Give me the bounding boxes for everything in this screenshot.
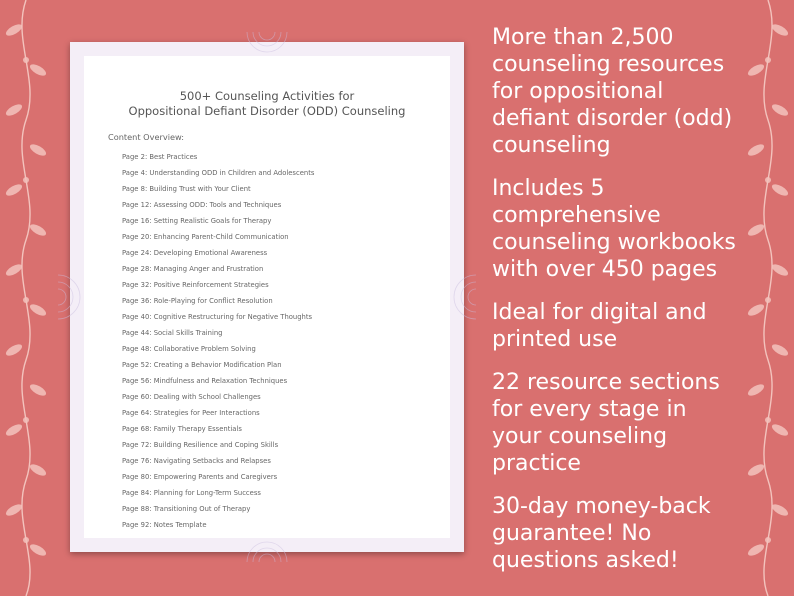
toc-item: Page 72: Building Resilience and Coping Skills — [122, 441, 279, 449]
feature-workbooks: Includes 5 comprehensive counseling workbooks with over 450 pages — [492, 176, 736, 282]
toc-item: Page 36: Role-Playing for Conflict Resolution — [122, 297, 273, 305]
page-content — [84, 56, 450, 538]
toc-item: Page 60: Dealing with School Challenges — [122, 393, 261, 401]
toc-item: Page 32: Positive Reinforcement Strategies — [122, 281, 269, 289]
floral-vine-right — [742, 0, 794, 596]
toc-item: Page 4: Understanding ODD in Children and Adolescents — [122, 169, 315, 177]
mandala-ornament-right — [450, 257, 476, 337]
document-title-line-2: Oppositional Defiant Disorder (ODD) Counseling — [128, 104, 406, 118]
toc-item: Page 88: Transitioning Out of Therapy — [122, 505, 251, 513]
workbook-page-preview — [70, 42, 464, 552]
feature-usage: Ideal for digital and printed use — [492, 300, 707, 352]
toc-item: Page 24: Developing Emotional Awareness — [122, 249, 268, 257]
toc-item: Page 12: Assessing ODD: Tools and Techniques — [122, 201, 282, 209]
document-title — [84, 89, 450, 119]
floral-vine-left — [0, 0, 52, 596]
toc-item: Page 16: Setting Realistic Goals for Therapy — [122, 217, 272, 225]
feature-list — [492, 24, 742, 590]
mandala-ornament-top — [217, 32, 317, 56]
mandala-ornament-bottom — [217, 538, 317, 562]
toc-item: Page 48: Collaborative Problem Solving — [122, 345, 256, 353]
feature-guarantee: 30-day money-back guarantee! No questions asked! — [492, 494, 711, 573]
toc-item: Page 28: Managing Anger and Frustration — [122, 265, 264, 273]
toc-item: Page 40: Cognitive Restructuring for Negative Thoughts — [122, 313, 313, 321]
toc-item: Page 64: Strategies for Peer Interactions — [122, 409, 260, 417]
toc-item: Page 68: Family Therapy Essentials — [122, 425, 242, 433]
toc-item: Page 76: Navigating Setbacks and Relapses — [122, 457, 271, 465]
toc-item: Page 80: Empowering Parents and Caregivers — [122, 473, 278, 481]
content-overview-label: Content Overview: — [108, 132, 185, 142]
mandala-ornament-left — [58, 257, 84, 337]
toc-item: Page 20: Enhancing Parent-Child Communication — [122, 233, 289, 241]
toc-item: Page 52: Creating a Behavior Modification Plan — [122, 361, 282, 369]
feature-resources-count: More than 2,500 counseling resources for oppositional defiant disorder (odd) counseling — [492, 25, 733, 158]
table-of-contents — [122, 153, 314, 537]
toc-item: Page 56: Mindfulness and Relaxation Techniques — [122, 377, 288, 385]
toc-item: Page 84: Planning for Long-Term Success — [122, 489, 261, 497]
toc-item: Page 2: Best Practices — [122, 153, 198, 161]
toc-item: Page 44: Social Skills Training — [122, 329, 223, 337]
document-title-line-1: 500+ Counseling Activities for — [179, 89, 355, 103]
feature-sections: 22 resource sections for every stage in your counseling practice — [492, 370, 720, 476]
toc-item: Page 8: Building Trust with Your Client — [122, 185, 251, 193]
toc-item: Page 92: Notes Template — [122, 521, 207, 529]
